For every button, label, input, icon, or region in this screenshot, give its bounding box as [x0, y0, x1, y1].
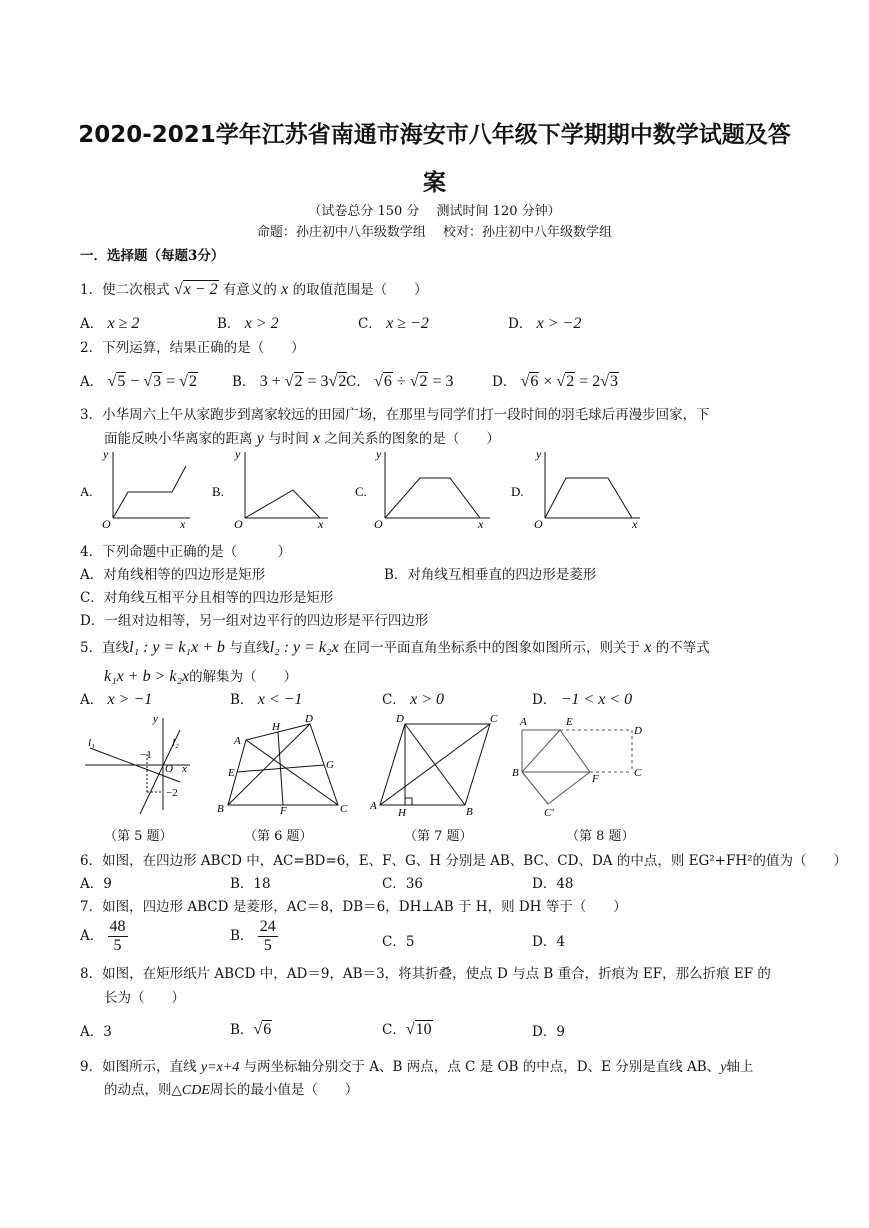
caption-figure-6: （第 6 题）	[244, 829, 313, 844]
q7-option-c: C．5	[382, 934, 415, 950]
q1-option-a-value: x ≥ 2	[107, 315, 140, 332]
q1-radical: √x − 2	[173, 281, 218, 298]
fig7-right-angle	[405, 798, 412, 805]
q1-option-c	[358, 312, 429, 333]
fig5-label-l1: l₁	[88, 737, 95, 749]
q9-var-y: y	[720, 1060, 727, 1075]
q4-option-a: A．对角线相等的四边形是矩形	[80, 567, 266, 583]
q5-text-e: 的解集为（ ）	[189, 669, 298, 685]
q2-option-d-expr: √6 × √2 = 2√3	[520, 373, 619, 390]
fig6-label-g: G	[326, 759, 334, 771]
question-6: 6．如图，在四边形 ABCD 中，AC=BD=6，E、F、G、H 分别是 AB、BC、CD、DA 的中点，则 EG²+FH²的值为（ ）	[80, 853, 848, 869]
fig5-label-x: x	[182, 763, 187, 775]
q6-option-b: B．18	[230, 876, 271, 892]
q5-var-x: x	[644, 639, 652, 656]
q3-graph-c-x-label: x	[478, 517, 484, 531]
document-title-line2: 案	[423, 170, 446, 196]
fig8-label-b: B	[512, 767, 519, 779]
q5-option-d-value: −1 < x < 0	[560, 691, 633, 708]
section-heading: 一．选择题（每题3分）	[80, 248, 225, 264]
q4-option-b: B．对角线互相垂直的四边形是菱形	[384, 567, 597, 583]
q8-option-b-radical: √6	[253, 1021, 272, 1038]
q1-option-d-label: D．	[508, 316, 533, 332]
q1-option-c-label: C．	[358, 316, 382, 332]
q3-graph-a-x-label: x	[180, 517, 186, 531]
question-2: 2．下列运算，结果正确的是（ ）	[80, 340, 305, 356]
q1-var: x	[281, 281, 289, 298]
fig7-label-d: D	[396, 713, 404, 725]
q7-option-b-fraction	[258, 918, 278, 955]
q1-option-a-label: A．	[80, 316, 104, 332]
fig7-label-h: H	[398, 807, 406, 819]
q5-line-l1: l₁ : y = k₁x + b	[129, 639, 225, 656]
q7-option-a-fraction	[108, 918, 128, 955]
q5-text-b: 与直线	[229, 640, 270, 656]
q9-text-d: 的动点，则△	[104, 1082, 182, 1098]
q3-graph-b	[234, 447, 328, 531]
fig7-diagonal-bd	[405, 724, 465, 805]
q2-option-a-label: A．	[80, 374, 104, 390]
q5-option-c-label: C．	[382, 692, 406, 708]
q7-option-a-label: A．	[80, 928, 104, 944]
q1-mid: 有意义的	[222, 282, 277, 298]
q1-option-b-label: B．	[217, 316, 241, 332]
fig8-label-c-prime: C′	[544, 807, 554, 819]
figures-row	[0, 710, 869, 825]
q3-graph-c-y-label: y	[376, 447, 382, 461]
q8-option-b-label: B．	[230, 1022, 254, 1038]
q5-option-c-value: x > 0	[410, 691, 445, 708]
fig6-label-d: D	[305, 713, 313, 725]
q3-graph-b-curve	[245, 490, 320, 518]
q3-graph-c-curve	[385, 478, 480, 518]
q9-text-e: 周长的最小值是（ ）	[209, 1082, 359, 1098]
q3-graph-c	[374, 447, 490, 531]
figure-5	[85, 713, 190, 814]
q7-option-b-numerator: 24	[259, 918, 276, 935]
fig8-segment-be	[522, 730, 560, 772]
q1-radicand: x − 2	[183, 281, 218, 298]
q8-option-a: A．3	[80, 1024, 112, 1040]
q7-option-a-denominator: 5	[113, 937, 122, 954]
fig8-label-e: E	[566, 716, 573, 728]
fig6-label-c: C	[340, 803, 348, 815]
q3-graph-b-x-label: x	[318, 517, 324, 531]
q5-inequality: k₁x + b > k₂x	[104, 668, 190, 685]
q6-option-d: D．48	[532, 876, 574, 892]
q3-graph-b-origin: O	[234, 517, 243, 531]
q2-option-b-expr: 3 + √2 = 3√2	[259, 373, 347, 390]
fig5-label-origin: O	[165, 763, 173, 775]
question-9-line1	[80, 1055, 753, 1076]
q5-option-a-value: x > −1	[107, 691, 153, 708]
q3-graph-a-y-label: y	[103, 447, 109, 461]
q2-option-d	[492, 370, 619, 391]
q3-graphs	[0, 440, 869, 540]
q9-triangle-name: CDE	[181, 1083, 210, 1098]
exam-info: （试卷总分 150 分 测试时间 120 分钟）	[308, 204, 561, 219]
figure-8	[512, 716, 642, 819]
q3-text-b: 与时间	[268, 431, 309, 447]
q5-option-b-value: x < −1	[257, 691, 303, 708]
q8-option-c-radical: √10	[405, 1021, 432, 1038]
question-3-line1: 3．小华周六上午从家跑步到离家较远的田园广场，在那里与同学们打一段时间的羽毛球后再漫步回家，下	[80, 407, 710, 423]
q6-option-a: A．9	[80, 876, 112, 892]
q3-graph-c-origin: O	[374, 517, 383, 531]
q2-option-b	[232, 370, 347, 391]
q3-graph-a-label: A.	[80, 484, 93, 499]
caption-figure-8: （第 8 题）	[566, 829, 635, 844]
caption-figure-7: （第 7 题）	[404, 829, 473, 844]
fig6-label-e: E	[228, 767, 235, 779]
fig6-label-h: H	[272, 721, 280, 733]
q1-option-b	[217, 312, 279, 333]
fig6-label-a: A	[234, 735, 241, 747]
q8-option-c-label: C．	[382, 1022, 406, 1038]
q3-graph-b-label: B.	[212, 484, 224, 499]
question-1	[80, 278, 428, 299]
q4-option-c: C．对角线互相平分且相等的四边形是矩形	[80, 590, 334, 606]
q3-var-x: x	[313, 430, 321, 447]
q1-option-c-value: x ≥ −2	[386, 315, 429, 332]
question-5-line1	[80, 636, 710, 657]
q4-option-d: D．一组对边相等，另一组对边平行的四边形是平行四边形	[80, 613, 429, 629]
q7-option-b-denominator: 5	[263, 937, 272, 954]
q3-graph-b-y-label: y	[235, 447, 241, 461]
caption-figure-5: （第 5 题）	[104, 829, 173, 844]
q3-text-a: 面能反映小华离家的距离	[104, 431, 253, 447]
q2-option-a	[80, 370, 198, 391]
q5-option-c	[382, 688, 444, 709]
q5-option-d	[532, 688, 632, 709]
q9-text-a: 9．如图所示，直线	[80, 1059, 197, 1075]
figure-6	[217, 713, 348, 817]
q3-graph-c-label: C.	[355, 484, 367, 499]
q3-graph-a	[102, 447, 190, 531]
q3-var-y: y	[256, 430, 264, 447]
q3-graph-d-origin: O	[534, 517, 543, 531]
q2-option-d-label: D．	[492, 374, 517, 390]
q7-option-b	[230, 918, 278, 955]
q8-option-c	[382, 1018, 433, 1039]
q3-graph-d	[534, 447, 640, 531]
q5-option-b-label: B．	[230, 692, 254, 708]
fig5-label-minus2: −2	[166, 787, 178, 799]
q8-option-d: D．9	[532, 1024, 565, 1040]
fig8-folded-triangle	[522, 772, 590, 804]
q9-text-c: 轴上	[726, 1059, 754, 1075]
question-8-line2: 长为（ ）	[104, 990, 185, 1006]
q5-option-a	[80, 688, 152, 709]
q3-graph-a-origin: O	[102, 517, 111, 531]
q7-option-d: D．4	[532, 934, 565, 950]
q5-option-d-label: D．	[532, 692, 557, 708]
q7-option-a	[80, 918, 128, 955]
fig7-label-a: A	[370, 800, 377, 812]
document-title-line1: 2020-2021学年江苏省南通市海安市八年级下学期期中数学试题及答	[78, 122, 791, 148]
q3-graph-d-label: D.	[511, 484, 524, 499]
fig7-label-b: B	[466, 806, 473, 818]
question-7: 7．如图，四边形 ABCD 是菱形，AC＝8，DB＝6，DH⊥AB 于 H，则 DH 等于（ ）	[80, 899, 627, 915]
q5-text-d: 的不等式	[655, 640, 710, 656]
question-9-line2	[104, 1078, 358, 1099]
figure-7	[369, 713, 498, 819]
q8-option-b-radicand: 6	[263, 1021, 272, 1038]
q1-suffix: 的取值范围是（ ）	[292, 282, 428, 298]
fig8-label-c: C	[634, 767, 642, 779]
q5-text-c: 在同一平面直角坐标系中的图象如图所示，则关于	[342, 640, 640, 656]
q2-option-c-expr: √6 ÷ √2 = 3	[374, 373, 454, 390]
q5-option-a-label: A．	[80, 692, 104, 708]
exam-authors: 命题：孙庄初中八年级数学组 校对：孙庄初中八年级数学组	[256, 225, 613, 240]
q5-option-b	[230, 688, 302, 709]
q7-option-a-numerator: 48	[109, 918, 126, 935]
q3-graph-d-curve	[545, 478, 632, 518]
q7-option-b-label: B．	[230, 928, 254, 944]
fig8-label-d: D	[634, 725, 642, 737]
fig8-label-a: A	[520, 716, 527, 728]
fig5-label-l2: l₂	[172, 737, 179, 749]
q8-option-c-radicand: 10	[415, 1021, 432, 1038]
question-5-line2	[104, 665, 297, 686]
q3-graph-d-y-label: y	[536, 447, 542, 461]
question-8-line1: 8．如图，在矩形纸片 ABCD 中，AD＝9，AB＝3，将其折叠，使点 D 与点 B 重合，折痕为 EF，那么折痕 EF 的	[80, 966, 771, 982]
q8-option-b	[230, 1018, 272, 1039]
q5-line-l2: l₂ : y = k₂x	[269, 639, 339, 656]
q9-text-b: 与两坐标轴分别交于 A、B 两点，点 C 是 OB 的中点，D、E 分别是直线 AB、	[243, 1059, 721, 1075]
q1-option-b-value: x > 2	[244, 315, 279, 332]
q3-graph-a-curve	[113, 466, 186, 518]
q9-equation: y=x+4	[200, 1060, 240, 1075]
q1-prefix: 1．使二次根式	[80, 282, 170, 298]
q1-option-a	[80, 312, 139, 333]
fig8-crease-ef	[560, 730, 590, 772]
question-4: 4．下列命题中正确的是（ ）	[80, 544, 292, 560]
q2-option-c-label: C．	[346, 374, 370, 390]
q3-graph-d-x-label: x	[632, 517, 638, 531]
fig7-label-c: C	[490, 713, 498, 725]
q2-option-b-label: B．	[232, 374, 256, 390]
fig5-label-y: y	[153, 713, 158, 725]
q1-option-d-value: x > −2	[536, 315, 582, 332]
q5-text-a: 5．直线	[80, 640, 130, 656]
fig5-label-minus1: −1	[140, 749, 152, 761]
fig6-label-b: B	[217, 803, 224, 815]
q2-option-c	[346, 370, 454, 391]
fig6-diagonal-ac	[246, 740, 338, 805]
q3-text-c: 之间关系的图象的是（ ）	[324, 431, 500, 447]
fig6-label-f: F	[280, 805, 287, 817]
fig8-label-f: F	[592, 773, 599, 785]
q1-option-d	[508, 312, 581, 333]
q6-option-c: C．36	[382, 876, 424, 892]
q2-option-a-expr: √5 − √3 = √2	[107, 373, 197, 390]
